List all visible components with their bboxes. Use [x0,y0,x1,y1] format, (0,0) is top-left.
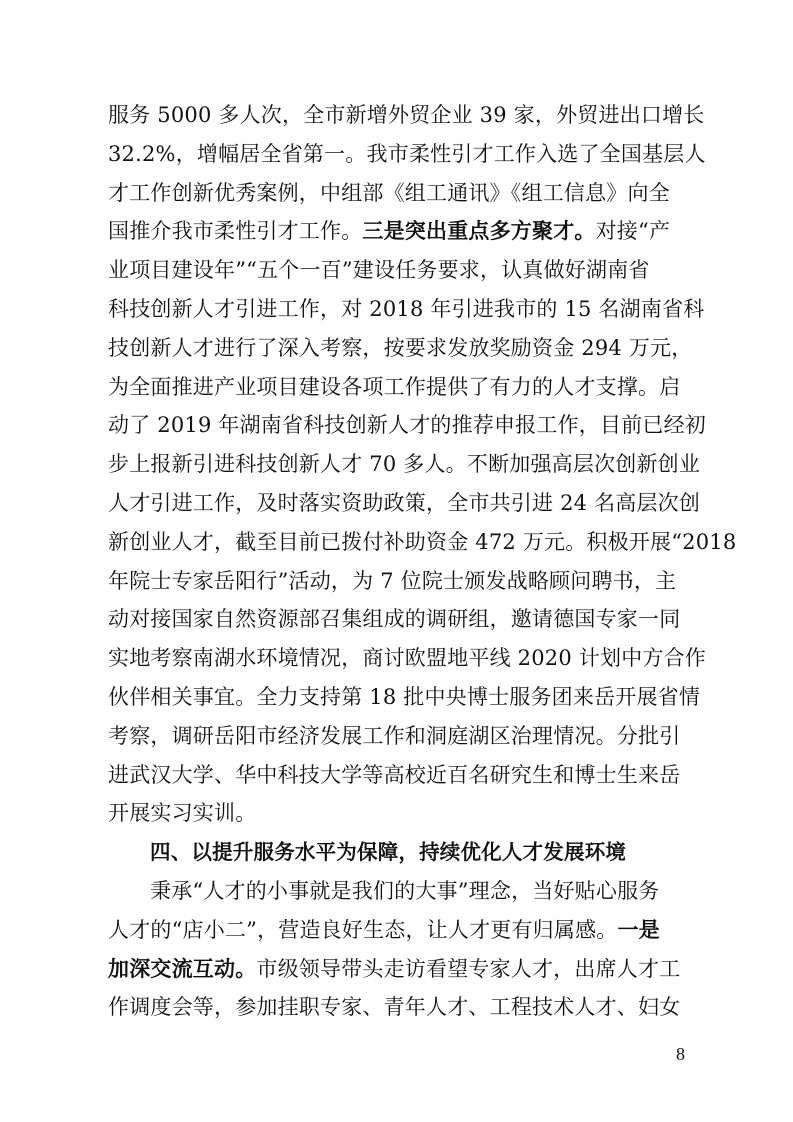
bold-lead-phrase: 三是突出重点多方聚才。 [362,219,596,244]
text-line [108,368,690,407]
text-line [108,174,690,213]
text-line [108,600,690,639]
text-line [108,678,701,717]
text-line [108,212,690,251]
text-span: 进武汉大学、华中科技大学等高校近百名研究生和博士生来岳 [108,762,681,787]
text-line [108,135,706,174]
text-span: 服务 5000 多人次，全市新增外贸企业 39 家，外贸进出口增长 [108,103,705,127]
bold-lead-phrase: 一是 [617,917,660,942]
text-span: 人才引进工作，及时落实资助政策，全市共引进 24 名高层次创 [108,490,701,515]
text-span: 开展实习实训。 [108,801,257,826]
text-line [108,523,737,562]
text-line [108,911,690,950]
text-span: 年院士专家岳阳行”活动，为 7 位院士颁发战略顾问聘书，主 [108,568,677,593]
text-line [108,406,706,445]
text-span: 新创业人才，截至目前已拨付补助资金 472 万元。积极开展“2018 [108,529,737,554]
text-line [108,717,690,756]
text-span: 技创新人才进行了深入考察，按要求发放奖励资金 294 万元， [108,335,693,360]
text-span: 作调度会等，参加挂职专家、青年人才、工程技术人才、妇女 [108,995,681,1020]
text-line [108,445,701,484]
section-heading [108,833,690,872]
text-line [108,251,690,290]
text-line [108,329,693,368]
text-span: 32.2%，增幅居全省第一。我市柔性引才工作入选了全国基层人 [108,141,706,166]
text-line [108,872,690,911]
text-span: 才工作创新优秀案例，中组部《组工通讯》《组工信息》向全 [108,180,670,205]
text-span: 业项目建设年”“五个一百”建设任务要求，认真做好湖南省 [108,258,650,283]
section-heading-text: 四、以提升服务水平为保障，持续优化人才发展环境 [150,840,627,865]
text-span: 人才的“店小二”，营造良好生态，让人才更有归属感。 [108,917,618,942]
body-text [108,96,737,1027]
text-span: 动了 2019 年湖南省科技创新人才的推荐申报工作，目前已经初 [108,413,706,438]
text-line [108,562,690,601]
text-span: 步上报新引进科技创新人才 70 多人。不断加强高层次创新创业 [108,452,701,477]
bold-lead-phrase: 加深交流互动。 [108,956,257,981]
text-line [108,988,690,1027]
text-span: 对接“产 [595,219,671,244]
text-span: 科技创新人才引进工作，对 2018 年引进我市的 15 名湖南省科 [108,296,705,321]
text-line [108,756,690,795]
page-number: 8 [676,1044,685,1064]
text-span: 考察，调研岳阳市经济发展工作和洞庭湖区治理情况。分批引 [108,723,681,748]
text-span: 动对接国家自然资源部召集组成的调研组，邀请德国专家一同 [108,607,681,632]
text-span: 市级领导带头走访看望专家人才，出席人才工 [256,956,681,981]
text-span: 为全面推进产业项目建设各项工作提供了有力的人才支撑。启 [108,374,681,399]
text-span: 国推介我市柔性引才工作。 [108,219,363,244]
text-span: 伙伴相关事宜。全力支持第 18 批中央博士服务团来岳开展省情 [108,684,701,709]
text-line [108,290,705,329]
text-span: 秉承“人才的小事就是我们的大事”理念，当好贴心服务 [150,878,660,903]
text-line [108,950,690,989]
text-line [108,96,705,135]
text-span: 实地考察南湖水环境情况，商讨欧盟地平线 2020 计划中方合作 [108,646,706,671]
text-line [108,484,701,523]
text-line [108,639,706,678]
text-line [108,794,690,833]
